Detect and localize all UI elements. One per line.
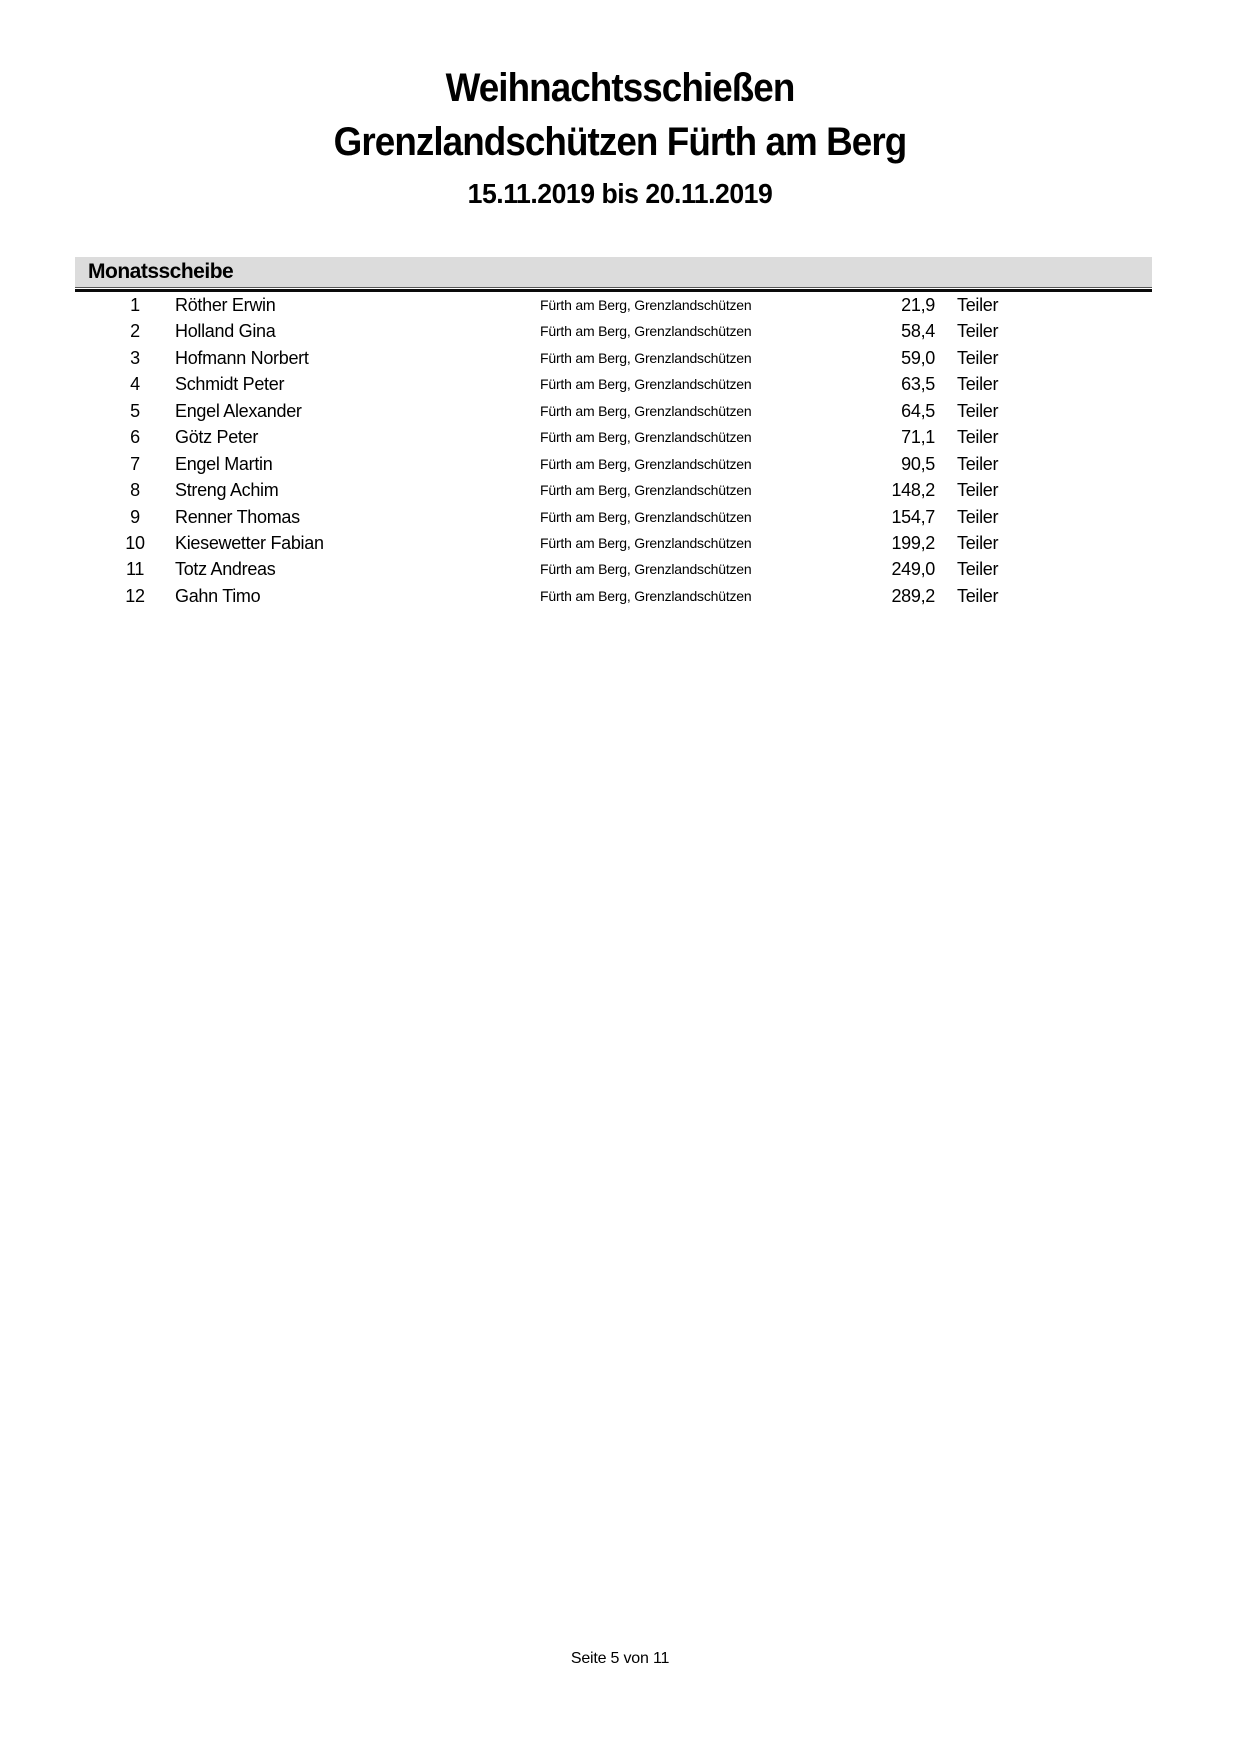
- unit-cell: Teiler: [957, 559, 999, 580]
- event-title: Weihnachtsschießen: [445, 66, 795, 110]
- name-cell: Renner Thomas: [175, 506, 300, 527]
- rank-cell: 8: [130, 480, 140, 501]
- club-title: Grenzlandschützen Fürth am Berg: [333, 120, 907, 164]
- score-cell: 289,2: [891, 585, 935, 606]
- club-cell: Fürth am Berg, Grenzlandschützen: [540, 349, 752, 366]
- section-header-label: Monatsscheibe: [88, 260, 234, 283]
- unit-cell: Teiler: [957, 295, 999, 315]
- name-cell: Schmidt Peter: [175, 374, 285, 395]
- score-cell: 154,7: [891, 506, 935, 527]
- score-cell: 90,5: [901, 453, 935, 474]
- rank-cell: 11: [125, 559, 145, 580]
- rank-cell: 10: [125, 532, 145, 553]
- unit-cell: Teiler: [957, 532, 999, 553]
- rank-cell: 3: [130, 347, 140, 368]
- name-cell: Engel Martin: [175, 453, 273, 474]
- table-row: [75, 451, 1152, 477]
- rank-cell: 2: [130, 321, 140, 342]
- unit-cell: Teiler: [957, 374, 999, 395]
- rank-cell: 1: [130, 295, 140, 315]
- table-row: [75, 318, 1152, 344]
- club-cell: Fürth am Berg, Grenzlandschützen: [540, 455, 752, 472]
- club-cell: Fürth am Berg, Grenzlandschützen: [540, 482, 752, 499]
- club-cell: Fürth am Berg, Grenzlandschützen: [540, 534, 752, 551]
- name-cell: Gahn Timo: [175, 585, 261, 606]
- name-cell: Röther Erwin: [175, 295, 276, 315]
- table-row: [75, 504, 1152, 530]
- score-cell: 71,1: [901, 427, 935, 448]
- club-cell: Fürth am Berg, Grenzlandschützen: [540, 376, 752, 393]
- unit-cell: Teiler: [957, 400, 999, 421]
- unit-cell: Teiler: [957, 321, 999, 342]
- rank-cell: 4: [130, 374, 140, 395]
- unit-cell: Teiler: [957, 506, 999, 527]
- rank-cell: 7: [130, 453, 140, 474]
- table-row: [75, 530, 1152, 556]
- score-cell: 21,9: [901, 295, 935, 315]
- table-row: [75, 583, 1152, 609]
- name-cell: Streng Achim: [175, 480, 279, 501]
- rank-cell: 12: [125, 585, 145, 606]
- score-cell: 58,4: [901, 321, 935, 342]
- club-cell: Fürth am Berg, Grenzlandschützen: [540, 429, 752, 446]
- rank-cell: 5: [130, 400, 140, 421]
- date-range: 15.11.2019 bis 20.11.2019: [467, 178, 773, 209]
- score-cell: 199,2: [891, 532, 935, 553]
- score-cell: 148,2: [891, 480, 935, 501]
- table-row: [75, 292, 1152, 318]
- name-cell: Götz Peter: [175, 427, 259, 448]
- table-row: [75, 477, 1152, 503]
- score-cell: 249,0: [891, 559, 935, 580]
- rank-cell: 9: [130, 506, 140, 527]
- unit-cell: Teiler: [957, 427, 999, 448]
- name-cell: Hofmann Norbert: [175, 347, 309, 368]
- page-footer: Seite 5 von 11: [570, 1650, 670, 1667]
- table-row: [75, 556, 1152, 582]
- name-cell: Totz Andreas: [175, 559, 276, 580]
- unit-cell: Teiler: [957, 585, 999, 606]
- results-table: [75, 292, 1152, 609]
- club-cell: Fürth am Berg, Grenzlandschützen: [540, 587, 752, 604]
- table-row: [75, 345, 1152, 371]
- name-cell: Holland Gina: [175, 321, 276, 342]
- unit-cell: Teiler: [957, 480, 999, 501]
- name-cell: Engel Alexander: [175, 400, 302, 421]
- table-row: [75, 398, 1152, 424]
- score-cell: 64,5: [901, 400, 935, 421]
- score-cell: 59,0: [901, 347, 935, 368]
- club-cell: Fürth am Berg, Grenzlandschützen: [540, 297, 752, 313]
- score-cell: 63,5: [901, 374, 935, 395]
- club-cell: Fürth am Berg, Grenzlandschützen: [540, 402, 752, 419]
- club-cell: Fürth am Berg, Grenzlandschützen: [540, 561, 752, 578]
- section-header-band: [75, 257, 1152, 288]
- name-cell: Kiesewetter Fabian: [175, 532, 324, 553]
- club-cell: Fürth am Berg, Grenzlandschützen: [540, 508, 752, 525]
- unit-cell: Teiler: [957, 347, 999, 368]
- table-row: [75, 371, 1152, 397]
- rank-cell: 6: [130, 427, 140, 448]
- club-cell: Fürth am Berg, Grenzlandschützen: [540, 323, 752, 340]
- table-row: [75, 424, 1152, 450]
- unit-cell: Teiler: [957, 453, 999, 474]
